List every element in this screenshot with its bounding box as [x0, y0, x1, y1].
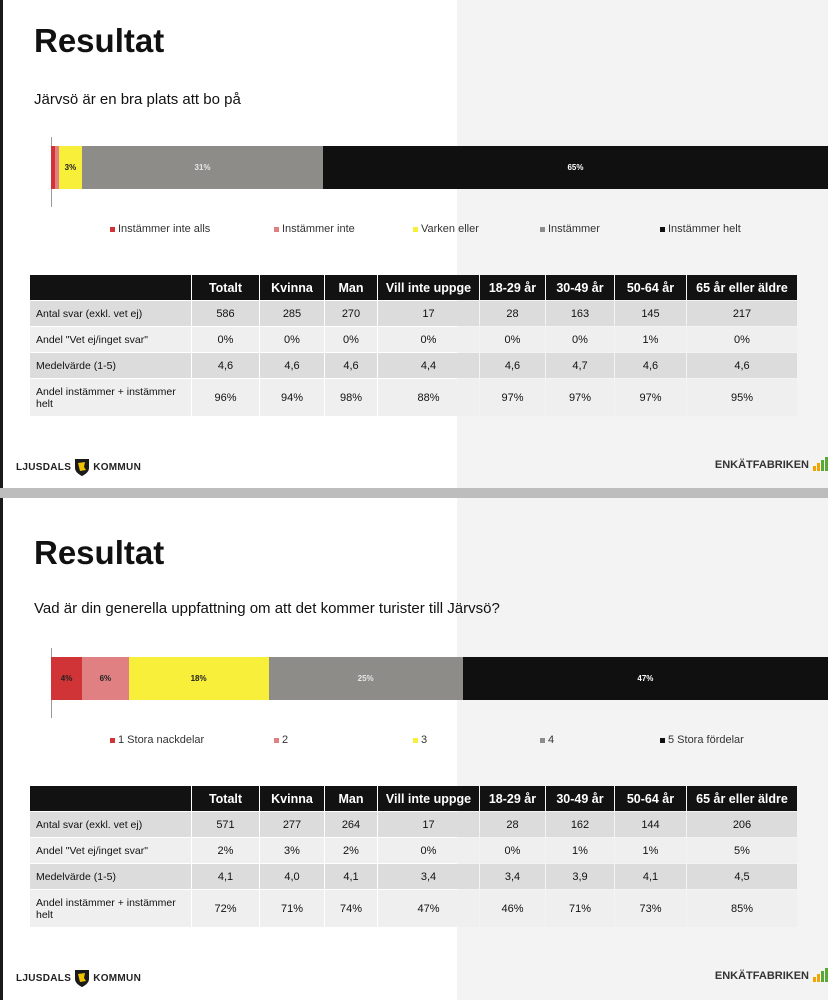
row-label: Medelvärde (1-5): [30, 864, 191, 889]
table-cell: 4,0: [260, 864, 324, 889]
column-header: Man: [325, 275, 377, 300]
logo-text-enkatfabriken: ENKÄTFABRIKEN: [714, 459, 809, 471]
results-table: [29, 274, 798, 417]
stacked-bar: [51, 146, 828, 189]
slide-2: [0, 498, 828, 1000]
row-label: Andel "Vet ej/inget svar": [30, 838, 191, 863]
slide-title: Resultat: [34, 22, 165, 59]
ljusdals-kommun-logo: [16, 458, 141, 477]
logo-text-kommun: KOMMUN: [93, 973, 142, 984]
bar-segment-3: [129, 657, 269, 700]
column-header: 30-49 år: [546, 275, 614, 300]
legend-item-1: [110, 223, 210, 235]
legend-label: Instämmer inte alls: [118, 223, 211, 235]
legend-item-5: [660, 734, 744, 746]
logo-text-ljusdals: LJUSDALS: [16, 973, 72, 984]
column-header: 65 år eller äldre: [687, 786, 797, 811]
coat-of-arms-icon: [74, 458, 90, 477]
table-cell: 4,7: [546, 353, 614, 378]
table-cell: 4,5: [687, 864, 797, 889]
table-cell: 4,6: [480, 353, 545, 378]
table-cell: 0%: [260, 327, 324, 352]
bar-segment-3: [59, 146, 82, 189]
table-cell: 28: [480, 812, 545, 837]
table-cell: 4,6: [615, 353, 686, 378]
ljusdals-kommun-logo: [16, 969, 141, 988]
row-label: Andel instämmer + instämmer helt: [30, 379, 191, 416]
table-cell: 74%: [325, 890, 377, 927]
table-row: [30, 838, 797, 863]
table-cell: 0%: [192, 327, 259, 352]
table-cell: 144: [615, 812, 686, 837]
stacked-bar: [51, 657, 828, 700]
table-cell: 4,6: [325, 353, 377, 378]
legend-swatch: [540, 738, 545, 743]
table-cell: 0%: [480, 838, 545, 863]
table-cell: 586: [192, 301, 259, 326]
logo-text-enkatfabriken: ENKÄTFABRIKEN: [714, 970, 809, 982]
table-cell: 97%: [546, 379, 614, 416]
table-cell: 17: [378, 812, 479, 837]
table-cell: 4,1: [192, 864, 259, 889]
data-label: 18%: [190, 674, 207, 683]
table-cell: 47%: [378, 890, 479, 927]
row-label: Andel "Vet ej/inget svar": [30, 327, 191, 352]
table-cell: 285: [260, 301, 324, 326]
bar-segment-2: [82, 657, 129, 700]
column-header: 65 år eller äldre: [687, 275, 797, 300]
legend-label: 3: [421, 734, 428, 746]
column-header: Kvinna: [260, 275, 324, 300]
table-cell: 2%: [192, 838, 259, 863]
table-cell: 3%: [260, 838, 324, 863]
table-cell: 0%: [378, 838, 479, 863]
table-cell: 88%: [378, 379, 479, 416]
table-cell: 97%: [615, 379, 686, 416]
table-cell: 0%: [378, 327, 479, 352]
legend-label: Varken eller: [421, 223, 479, 235]
column-header: 50-64 år: [615, 275, 686, 300]
table-row: [30, 890, 797, 927]
table-row: [30, 327, 797, 352]
table-cell: 72%: [192, 890, 259, 927]
table-corner: [30, 786, 191, 811]
table-cell: 71%: [260, 890, 324, 927]
table-cell: 217: [687, 301, 797, 326]
data-label: 31%: [194, 163, 211, 172]
table-row: [30, 812, 797, 837]
column-header: Man: [325, 786, 377, 811]
table-cell: 163: [546, 301, 614, 326]
legend-label: Instämmer: [548, 223, 600, 235]
bar-chart-icon: [813, 968, 828, 982]
column-header: 50-64 år: [615, 786, 686, 811]
legend-swatch: [274, 227, 279, 232]
table-corner: [30, 275, 191, 300]
legend-item-2: [274, 223, 355, 235]
table-cell: 0%: [325, 327, 377, 352]
left-border: [0, 0, 3, 488]
row-label: Antal svar (exkl. vet ej): [30, 301, 191, 326]
legend-item-4: [540, 734, 554, 746]
table-cell: 73%: [615, 890, 686, 927]
bar-segment-4: [269, 657, 463, 700]
table-cell: 277: [260, 812, 324, 837]
table-cell: 0%: [480, 327, 545, 352]
bar-chart-icon: [813, 457, 828, 471]
legend-item-2: [274, 734, 288, 746]
column-header: Vill inte uppge: [378, 275, 479, 300]
legend-label: 5 Stora fördelar: [668, 734, 744, 746]
column-header: Vill inte uppge: [378, 786, 479, 811]
table-cell: 71%: [546, 890, 614, 927]
legend: [0, 734, 828, 750]
column-header: Totalt: [192, 275, 259, 300]
table-cell: 5%: [687, 838, 797, 863]
table-cell: 145: [615, 301, 686, 326]
logo-text-ljusdals: LJUSDALS: [16, 462, 72, 473]
bar-segment-5: [463, 657, 828, 700]
table-cell: 0%: [546, 327, 614, 352]
data-label: 6%: [99, 674, 112, 683]
legend-swatch: [110, 227, 115, 232]
table-cell: 4,1: [615, 864, 686, 889]
logo-text-kommun: KOMMUN: [93, 462, 142, 473]
table-cell: 3,4: [378, 864, 479, 889]
table-cell: 1%: [546, 838, 614, 863]
legend-item-4: [540, 223, 600, 235]
table-row: [30, 379, 797, 416]
slide-title: Resultat: [34, 534, 165, 571]
table-cell: 0%: [687, 327, 797, 352]
legend-swatch: [413, 738, 418, 743]
legend-swatch: [274, 738, 279, 743]
legend-item-3: [413, 223, 479, 235]
data-label: 47%: [637, 674, 654, 683]
legend-label: 1 Stora nackdelar: [118, 734, 205, 746]
legend-item-3: [413, 734, 427, 746]
question-text: Järvsö är en bra plats att bo på: [34, 91, 241, 108]
enkatfabriken-logo: [715, 968, 828, 982]
row-label: Antal svar (exkl. vet ej): [30, 812, 191, 837]
table-cell: 97%: [480, 379, 545, 416]
table-cell: 162: [546, 812, 614, 837]
legend-label: Instämmer inte: [282, 223, 355, 235]
data-label: 4%: [60, 674, 73, 683]
column-header: Totalt: [192, 786, 259, 811]
legend-label: 2: [282, 734, 289, 746]
table-row: [30, 864, 797, 889]
table-cell: 96%: [192, 379, 259, 416]
table-cell: 571: [192, 812, 259, 837]
question-text: Vad är din generella uppfattning om att det kommer turister till Järvsö?: [34, 600, 500, 617]
table-cell: 2%: [325, 838, 377, 863]
table-cell: 95%: [687, 379, 797, 416]
column-header: 18-29 år: [480, 275, 545, 300]
legend: [0, 223, 828, 239]
legend-swatch: [660, 227, 665, 232]
table-row: [30, 301, 797, 326]
table-cell: 206: [687, 812, 797, 837]
data-label: 3%: [64, 163, 77, 172]
table-cell: 4,4: [378, 353, 479, 378]
table-cell: 85%: [687, 890, 797, 927]
row-label: Andel instämmer + instämmer helt: [30, 890, 191, 927]
legend-label: Instämmer helt: [668, 223, 741, 235]
table-cell: 28: [480, 301, 545, 326]
table-cell: 4,6: [192, 353, 259, 378]
legend-label: 4: [548, 734, 555, 746]
legend-swatch: [660, 738, 665, 743]
table-cell: 264: [325, 812, 377, 837]
table-cell: 98%: [325, 379, 377, 416]
data-label: 65%: [567, 163, 584, 172]
row-label: Medelvärde (1-5): [30, 353, 191, 378]
table-cell: 3,9: [546, 864, 614, 889]
table-header-row: [30, 275, 797, 300]
table-header-row: [30, 786, 797, 811]
table-cell: 17: [378, 301, 479, 326]
legend-item-1: [110, 734, 204, 746]
table-cell: 4,6: [687, 353, 797, 378]
bar-segment-1: [51, 657, 82, 700]
legend-swatch: [413, 227, 418, 232]
table-cell: 1%: [615, 838, 686, 863]
legend-item-5: [660, 223, 741, 235]
table-cell: 4,6: [260, 353, 324, 378]
legend-swatch: [110, 738, 115, 743]
enkatfabriken-logo: [715, 457, 828, 471]
table-cell: 46%: [480, 890, 545, 927]
results-table: [29, 785, 798, 928]
data-label: 25%: [357, 674, 374, 683]
table-cell: 4,1: [325, 864, 377, 889]
table-cell: 270: [325, 301, 377, 326]
bar-segment-4: [82, 146, 323, 189]
slide-1: [0, 0, 828, 488]
column-header: 18-29 år: [480, 786, 545, 811]
table-cell: 94%: [260, 379, 324, 416]
column-header: Kvinna: [260, 786, 324, 811]
column-header: 30-49 år: [546, 786, 614, 811]
legend-swatch: [540, 227, 545, 232]
bar-segment-5: [323, 146, 828, 189]
table-cell: 3,4: [480, 864, 545, 889]
table-cell: 1%: [615, 327, 686, 352]
coat-of-arms-icon: [74, 969, 90, 988]
table-row: [30, 353, 797, 378]
